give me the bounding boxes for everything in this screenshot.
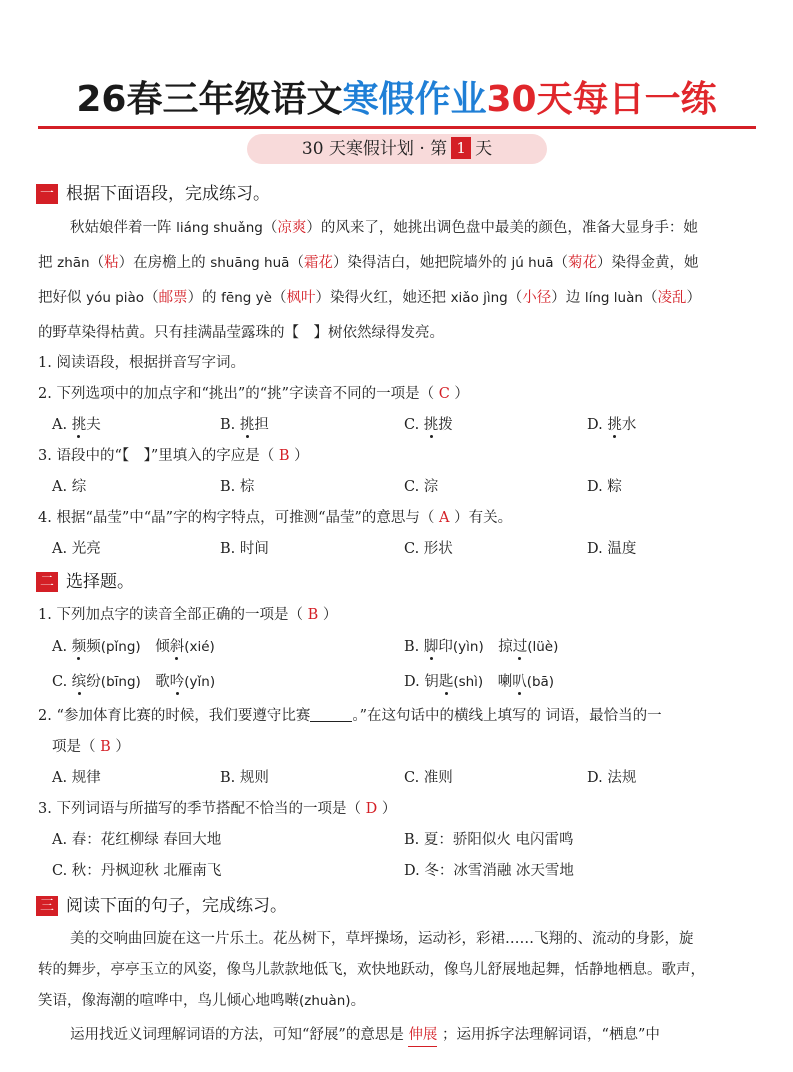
s1-q4-option-a: A. 光亮 xyxy=(52,541,101,557)
passage-line-3: 把好似 yóu piào（邮票）的 fēng yè（枫叶）染得火红，她还把 xiǎo jìng（小径）边 líng luàn（凌乱） xyxy=(38,290,701,306)
section-3-title: 阅读下面的句子，完成练习。 xyxy=(66,896,287,916)
title-underline xyxy=(38,126,756,129)
section-1-badge: 一 xyxy=(36,184,58,204)
s1-q3-answer: B xyxy=(278,448,290,464)
section-1-title: 根据下面语段，完成练习。 xyxy=(66,184,270,204)
s1-q4-option-b: B. 时间 xyxy=(220,541,269,557)
day-plan-suffix: 天 xyxy=(475,139,493,159)
passage-line-1: 秋姑娘伴着一阵 liáng shuǎng（凉爽）的风来了，她挑出调色盘中最美的颜色，准备大显身手：她 xyxy=(70,220,698,236)
answer-xiaojing: 小径 xyxy=(522,290,552,306)
s1-question-2: 2. 下列选项中的加点字和“挑出”的“挑”字读音不同的一项是（ C ） xyxy=(38,386,469,402)
page-title xyxy=(0,72,793,128)
answer-lingluan: 凌乱 xyxy=(657,290,687,306)
s1-question-1: 1. 阅读语段，根据拼音写字词。 xyxy=(38,355,245,371)
answer-zhan: 粘 xyxy=(104,255,119,271)
answer-youpiao: 邮票 xyxy=(158,290,188,306)
s2-q1-option-a: A. 频频(pǐng) 倾斜(xié) xyxy=(52,639,215,655)
s2-q3-answer: D xyxy=(365,801,378,817)
s1-q2-option-b: B. 挑担 xyxy=(220,417,269,433)
fill-in-blank xyxy=(310,707,352,722)
section-2-badge: 二 xyxy=(36,572,58,592)
s1-question-4: 4. 根据“晶莹”中“晶”字的构字特点，可推测“晶莹”的意思与（ A ）有关。 xyxy=(38,510,513,526)
s1-q3-option-b: B. 棕 xyxy=(220,479,255,495)
s3-question-line: 运用找近义词理解词语的方法，可知“舒展”的意思是 伸展 ；运用拆字法理解词语，“栖息”中 xyxy=(70,1024,660,1047)
s2-q2-option-d: D. 法规 xyxy=(587,770,637,786)
s2-q3-option-d: D. 冬：冰雪消融 冰天雪地 xyxy=(404,863,574,879)
s2-question-1: 1. 下列加点字的读音全部正确的一项是（ B ） xyxy=(38,607,338,623)
section-1-heading xyxy=(36,182,270,206)
s2-q2-option-c: C. 准则 xyxy=(404,770,453,786)
s1-q3-option-a: A. 综 xyxy=(52,479,87,495)
s3-answer-shenzhan: 伸展 xyxy=(408,1024,437,1047)
s3-passage-line-3: 笑语，像海潮的喧哗中，鸟儿倾心地鸣啭(zhuàn)。 xyxy=(38,993,366,1009)
s1-q4-option-c: C. 形状 xyxy=(404,541,453,557)
answer-juhua: 菊花 xyxy=(568,255,598,271)
s1-q3-option-c: C. 淙 xyxy=(404,479,439,495)
s1-q4-option-d: D. 温度 xyxy=(587,541,637,557)
title-part-homework: 寒假作业 xyxy=(342,79,487,120)
section-2-title: 选择题。 xyxy=(66,572,134,592)
s1-q4-answer: A xyxy=(439,510,450,526)
s3-passage-line-2: 转的舞步，亭亭玉立的风姿，像鸟儿款款地低飞，欢快地跃动，像鸟儿舒展地起舞，恬静地栖息。歌声， xyxy=(38,962,705,978)
s2-q1-option-b: B. 脚印(yìn) 掠过(lüè) xyxy=(404,639,559,655)
s1-q2-option-a: A. 挑夫 xyxy=(52,417,101,433)
answer-fengye: 枫叶 xyxy=(286,290,316,306)
section-3-badge: 三 xyxy=(36,896,58,916)
day-number-badge: 1 xyxy=(451,137,471,159)
section-3-heading xyxy=(36,894,287,918)
title-part-daily: 30天每日一练 xyxy=(486,79,717,120)
s1-q2-answer: C xyxy=(438,386,450,402)
s2-question-2-cont: 项是（ B ） xyxy=(52,739,130,755)
s2-q3-option-a: A. 春：花红柳绿 春回大地 xyxy=(52,832,222,848)
answer-shuanghua: 霜花 xyxy=(303,255,333,271)
s2-q3-option-c: C. 秋：丹枫迎秋 北雁南飞 xyxy=(52,863,222,879)
passage-line-2: 把 zhān（粘）在房檐上的 shuāng huā（霜花）染得洁白，她把院墙外的 jú huā（菊花）染得金黄，她 xyxy=(38,255,699,271)
s1-question-3: 3. 语段中的“【 】”里填入的字应是（ B ） xyxy=(38,448,309,464)
s2-q2-option-b: B. 规则 xyxy=(220,770,269,786)
s1-q2-option-c: C. 挑拨 xyxy=(404,417,453,433)
s2-q3-option-b: B. 夏：骄阳似火 电闪雷鸣 xyxy=(404,832,574,848)
day-plan-prefix: 30 天寒假计划 · 第 xyxy=(301,139,448,159)
section-2-heading xyxy=(36,570,134,594)
s2-question-3: 3. 下列词语与所描写的季节搭配不恰当的一项是（ D ） xyxy=(38,801,397,817)
s2-q1-option-d: D. 钥匙(shì) 喇叭(bā) xyxy=(404,674,555,690)
title-part-grade: 26春三年级语文 xyxy=(76,79,343,120)
s1-q2-option-d: D. 挑水 xyxy=(587,417,637,433)
s2-q2-option-a: A. 规律 xyxy=(52,770,101,786)
answer-liangshuang: 凉爽 xyxy=(277,220,307,236)
s1-q3-option-d: D. 粽 xyxy=(587,479,622,495)
s2-q1-answer: B xyxy=(307,607,319,623)
s2-question-2: 2. “参加体育比赛的时候，我们要遵守比赛 。”在这句话中的横线上填写的 词语，最恰当的一 xyxy=(38,708,662,724)
s3-passage-line-1: 美的交响曲回旋在这一片乐土。花丛树下，草坪操场，运动衫，彩裙……飞翔的、流动的身影，旋 xyxy=(70,931,694,947)
day-plan-banner xyxy=(247,134,547,164)
s2-q2-answer: B xyxy=(100,739,111,755)
s2-q1-option-c: C. 缤纷(bīng) 歌吟(yǐn) xyxy=(52,674,216,690)
passage-line-4: 的野草染得枯黄。只有挂满晶莹露珠的【 】树依然绿得发亮。 xyxy=(38,325,444,341)
